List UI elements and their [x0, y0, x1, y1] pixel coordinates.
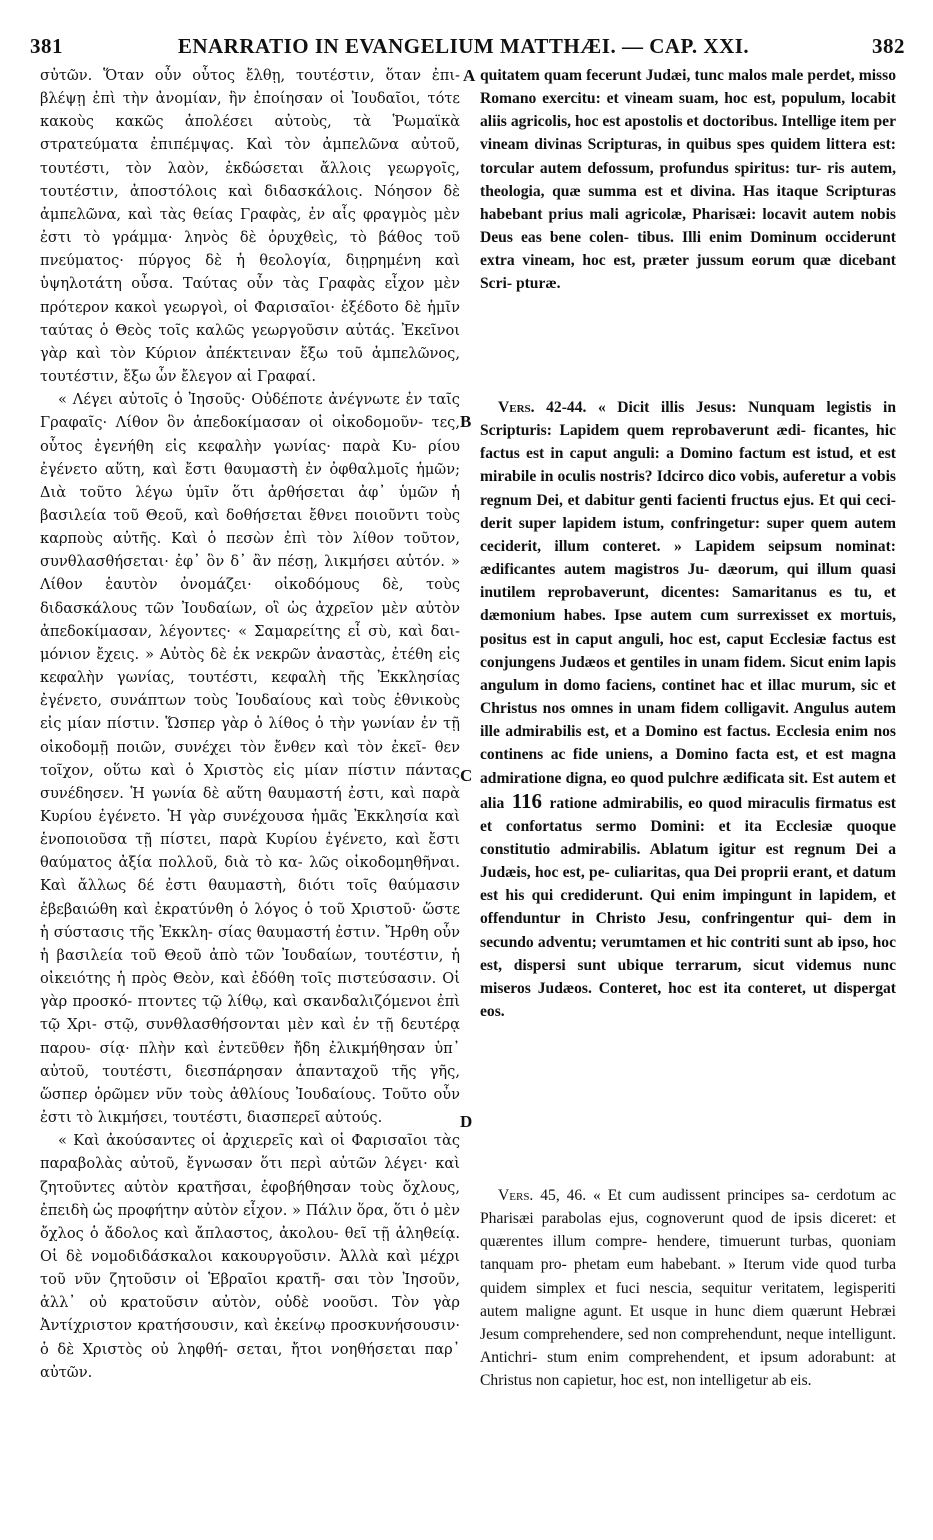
- greek-paragraph-1: σὐτῶν. Ὅταν οὖν οὗτος ἔλθῃ, τουτέστιν, ὅταν ἐπι- βλέψῃ ἐπὶ τὴν ἀνομίαν, ἣν ἐποίησαν οἱ Ἰουδαῖοι, τότε κακοὺς κακῶς ἀπολέσει αὐτοὺς, τὰ Ῥωμαϊκὰ στρατεύματα ἐπιπέμψας. Καὶ τὸν ἀμπελῶνα αὐτοῦ, τουτέστι, τὸν λαὸν, ἐκδώσεται ἄλλοις γεωργοῖς, τουτέστιν, ἀποστόλοις καὶ διδασκάλοις. Νόησον δὲ ἀμπελῶνα, καὶ τὰς θείας Γραφὰς, ἐν αἷς φραγμὸς μὲν ἐστι τὸ γράμμα· ληνὸς δὲ ὀρυχθεὶς, τὸ βάθος τοῦ πνεύματος· πύργος δὲ ἡ θεολογία, διῃρημένη καὶ ὑψηλοτάτη οὖσα. Ταύτας οὖν τὰς Γραφὰς εἶχον μὲν πρότερον κακοὶ γεωργοὶ, οἱ Φαρισαῖοι· ἐξέδοτο δὲ ἡμῖν ταύτας ὁ Θεὸς τοῖς καλῶς γεωργοῦσιν αὐτάς. Ἐκεῖνοι γὰρ καὶ τὸν Κύριον ἀπέκτειναν ἔξω τοῦ ἀμπελῶνος, τουτέστιν, ἔξω ὧν ἔλεγον αἱ Γραφαί.: [40, 67, 460, 386]
- verse-reference: Vers. 42-44.: [498, 399, 587, 416]
- verse-reference: Vers. 45, 46.: [498, 1187, 587, 1204]
- greek-paragraph-3: « Καὶ ἀκούσαντες οἱ ἀρχιερεῖς καὶ οἱ Φαρισαῖοι τὰς παραβολὰς αὐτοῦ, ἔγνωσαν ὅτι περὶ αὐτῶν λέγει· καὶ ζητοῦντες αὐτὸν κρατῆσαι, ἐφοβήθησαν τοὺς ὄχλους, ἐπειδὴ ὡς προφήτην αὐτὸν εἶχον. » Πάλιν ὅρα, ὅτι ὁ μὲν ὄχλος ὁ ἄδολος καὶ ἄπλαστος, ἀκολου- θεῖ τῇ ἀληθείᾳ. Οἱ δὲ νομοδιδάσκαλοι κακουργοῦσιν. Ἀλλὰ καὶ μέχρι τοῦ νῦν ζητοῦσιν οἱ Ἑβραῖοι κρατῆ- σαι τὸν Ἰησοῦν, ἀλλ᾽ οὐ κρατοῦσιν αὐτὸν, οὐδὲ νοοῦσι. Τὸν γὰρ Ἀντίχριστον κρατήσουσιν, καὶ ἐκείνῳ προσκυνήσουσιν· ὁ δὲ Χριστὸς οὐ ληφθή- σεται, ἤτοι νοηθήσεται παρ᾽ αὐτῶν.: [40, 1132, 460, 1381]
- latin-paragraph-2: [480, 396, 896, 1023]
- latin-paragraph-1: quitatem quam fecerunt Judæi, tunc malos male perdet, misso Romano exercitu: et vineam suam, hoc est, populum, locabit aliis agricolis, hoc est apostolis et doctoribus. Intellige item per vineam divinas Scripturas, in quibus spes quidem littera est: torcular autem defossum, profundus spiritus: tur- ris autem, theologia, quæ summa est et divina. Has itaque Scripturas habebant prius mali agricolæ, Pharisæi: locavit autem nobis Deus eas bene colen- tibus. Illi enim Dominum occiderunt extra vineam, hoc est, præter jussum eorum quæ dicebant Scri- pturæ.: [480, 67, 896, 293]
- margin-marker-a: A: [463, 66, 476, 85]
- latin-paragraph-2-text-a: « Dicit illis Jesus: Nunquam legistis in Scripturis: Lapidem quem reprobaverunt ædi- ficantes, hic factus est in caput anguli: a Domino factum est istud, et est mirabile in oculis nostris? Idcirco dico vobis, auferetur a vobis regnum Dei, et dabitur genti facienti fructus ejus. Et qui ceci- derit super lapidem istum, confringetur: super quem autem ceciderit, illum conteret. » Lapidem seipsum nominat: ædificantes autem magistros Ju- dæorum, qui illum quasi inutilem reprobaverunt, dicentes: Samaritanus es tu, et dæmonium habes. Ipse autem cum surrexisset ex mortuis, positus est in caput anguli, hoc est, caput Ecclesiæ factus est conjungens Judæos et gentiles in unam fidem. Sicut enim lapis angulum in domo faciens, continet hac et illac murum, sic et Christus nos omnes in unam fidem colligavit. Angulus autem ille admirabilis est, et a Domino est factus. Ecclesia enim nos continens ac fide uniens, a Domino facta est, et est magna admiratione digna, eo quod pulchre ædificata sit. Est autem et alia: [480, 399, 896, 812]
- margin-marker-d: D: [460, 1112, 473, 1131]
- running-header: [22, 34, 905, 58]
- latin-paragraph-3: [480, 1184, 896, 1392]
- margin-marker-b: B: [460, 412, 472, 431]
- greek-paragraph-2: « Λέγει αὐτοῖς ὁ Ἰησοῦς· Οὐδέποτε ἀνέγνωτε ἐν ταῖς Γραφαῖς· Λίθον ὃν ἀπεδοκίμασαν οἱ οἰκοδομοῦν- τες, οὗτος ἐγενήθη εἰς κεφαλὴν γωνίας· παρὰ Κυ- ρίου ἐγένετο αὕτη, καὶ ἔστι θαυμαστὴ ἐν ὀφθαλμοῖς ἡμῶν; Διὰ τοῦτο λέγω ὑμῖν ὅτι ἀρθήσεται ἀφ᾽ ὑμῶν ἡ βασιλεία τοῦ Θεοῦ, καὶ δοθήσεται ἔθνει ποιοῦντι τοὺς καρποὺς αὐτῆς. Καὶ ὁ πεσὼν ἐπὶ τὸν λίθον τοῦτον, συνθλασθήσεται· ἐφ᾽ ὃν δ᾽ ἂν πέσῃ, λικμήσει αὐτόν. » Λίθον ἑαυτὸν ὀνομάζει· οἰκοδόμους δὲ, τοὺς διδασκάλους τῶν Ἰουδαίων, οἳ ὡς ἀχρεῖον μὲν αὐτὸν ἀπεδοκίμασαν, λέγοντες· « Σαμαρείτης εἶ σὺ, καὶ δαι- μόνιον ἔχεις. » Αὐτὸς δὲ ἐκ νεκρῶν ἀναστὰς, ἐτέθη εἰς κεφαλὴν γωνίας, τουτέστι, κεφαλὴ τῆς Ἐκκλησίας ἐγένετο, συνάπτων τοὺς Ἰουδαίους καὶ τοὺς ἐθνικοὺς εἰς μίαν πίστιν. Ὥσπερ γὰρ ὁ λίθος ὁ τὴν γωνίαν ἐν τῇ οἰκοδομῇ ποιῶν, συνέχει τὸν ἔνθεν καὶ τὸν ἐκεῖ- θεν τοῖχον, οὕτω καὶ ὁ Χριστὸς εἰς μίαν πίστιν πάντας συνέδησεν. Ἡ γωνία δὲ αὕτη θαυμαστή ἐστι, καὶ παρὰ Κυρίου ἐγένετο. Ἡ γὰρ συνέχουσα ἡμᾶς Ἐκκλησία καὶ ἑνοποιοῦσα τῇ πίστει, παρὰ Κυρίου ἐγένετο, καὶ ἔστι θαύματος ἀξία πολλοῦ, διὰ τὸ κα- λῶς οἰκοδομηθῆναι. Καὶ ἄλλως δέ ἐστι θαυμαστὴ, διότι τοῖς θαύμασιν ἐβεβαιώθη καὶ ἐκρατύνθη ὁ λόγος ὁ τοῦ Χριστοῦ· ὥστε ἡ σύστασις τῆς Ἐκκλη- σίας θαυμαστή ἐστιν. Ἤρθη οὖν ἡ βασιλεία τοῦ Θεοῦ ἀπὸ τῶν Ἰουδαίων, τουτέστιν, ἡ οἰκειότης ἡ πρὸς Θεὸν, καὶ ἐδόθη τοῖς πιστεύσασιν. Οἱ γὰρ προσκό- πτοντες τῷ λίθῳ, καὶ σκανδαλιζόμενοι ἐπὶ τῷ Χρι- στῷ, συνθλασθήσονται μὲν καὶ ἐν τῇ δευτέρᾳ παρου- σίᾳ· πλὴν καὶ ἐντεῦθεν ἤδη ἐλικμήθησαν ὑπ᾽ αὐτοῦ, τουτέστι, διεσπάρησαν ἁπανταχοῦ τῆς γῆς, ὥσπερ ὁρῶμεν νῦν τοὺς ἀθλίους Ἰουδαίους. Τοῦτο οὖν ἐστι τὸ λικμήσει, τουτέστι, διασπερεῖ αὐτούς.: [40, 391, 460, 1127]
- greek-column: [40, 64, 460, 1384]
- column-number: 116: [511, 788, 543, 813]
- latin-paragraph-2-text-b: ratione admirabilis, eo quod miraculis firmatus est et confortatus sermo Domini: et ita Ecclesiæ quoque constitutio admirabilis. Ablatum igitur est regnum Dei a Judæis, hoc est, pe- culiaritas, qua Dei proprii erant, et datum est his qui crediderunt. Qui enim impingunt in lapidem, et offenduntur in Christo Jesu, confringentur qui- dem in secundo adventu; verumtamen et hic contriti sunt ab ipso, hoc est, dispersi sunt ubique terrarum, sicut videmus nunc miseros Judæos. Conteret, hoc est ita conteret, ut dispergat eos.: [480, 794, 896, 1021]
- page-number-left: 381: [30, 34, 63, 58]
- running-title: ENARRATIO IN EVANGELIUM MATTHÆI. — CAP. XXI.: [177, 34, 750, 58]
- latin-paragraph-3-text: « Et cum audissent principes sa- cerdotum ac Pharisæi parabolas ejus, cognoverunt quod de ipsis diceret: et quærentes illum compre- hendere, timuerunt turbas, quoniam tanquam pro- phetam eum habebant. » Iterum vide quod turba quidem simplex et fuci nescia, sequitur veritatem, legisperiti autem maligne agunt. Et usque in hunc diem quærunt Hebræi Jesum comprehendere, sed non comprehendunt, neque intelligunt. Antichri- stum enim comprehendent, et ipsum adorabunt: at Christus non capietur, hoc est, non intelligetur ab eis.: [480, 1187, 896, 1390]
- page-number-right: 382: [872, 34, 905, 58]
- margin-marker-c: C: [460, 766, 473, 785]
